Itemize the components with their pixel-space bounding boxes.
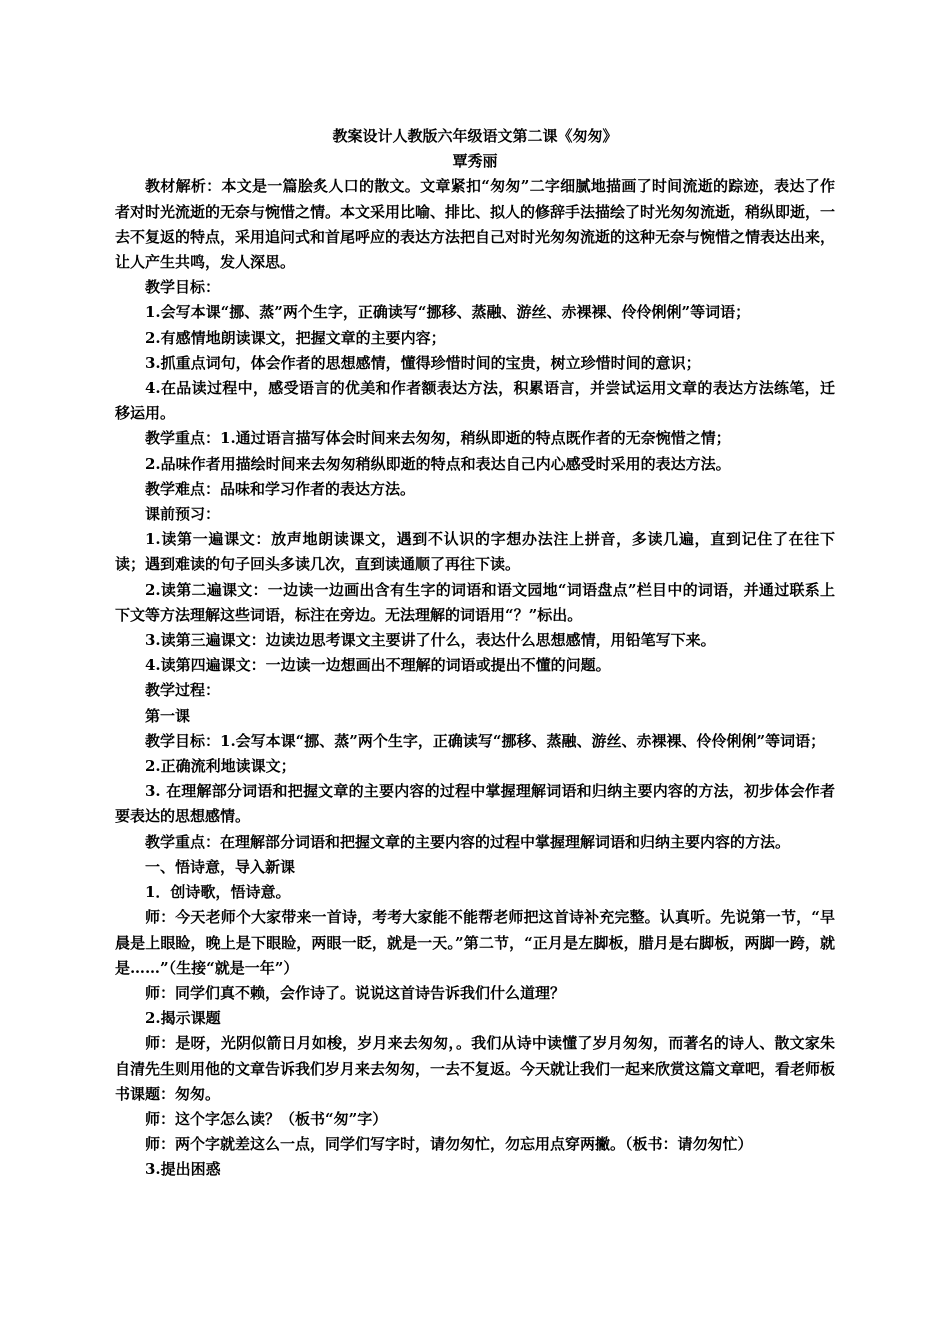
paragraph: 2.有感情地朗读课文，把握文章的主要内容； — [145, 328, 446, 347]
author-name: 覃秀丽 — [452, 152, 498, 171]
paragraph: 2.读第二遍课文：一边读一边画出含有生字的词语和语文园地“词语盘点”栏目中的词语，并通过联系上下文等方法理解这些词语，标注在旁边。无法理解的词语用“？”标出。 — [115, 580, 835, 624]
paragraph: 教学目标： — [145, 278, 221, 297]
paragraph: 3.读第三遍课文：边读边思考课文主要讲了什么，表达什么思想感情，用铅笔写下来。 — [145, 631, 716, 650]
paragraph: 师：这个字怎么读？（板书“匆”字） — [145, 1109, 388, 1128]
paragraph: 教学重点：在理解部分词语和把握文章的主要内容的过程中掌握理解词语和归纳主要内容的方法。 — [145, 832, 791, 851]
document-page — [115, 124, 835, 1183]
paragraph: 1.会写本课“挪、蒸”两个生字，正确读写“挪移、蒸融、游丝、赤裸裸、伶伶俐俐”等词语； — [145, 303, 751, 322]
paragraph: 2.正确流利地读课文； — [145, 757, 296, 776]
paragraph: 3.抓重点词句，体会作者的思想感情，懂得珍惜时间的宝贵，树立珍惜时间的意识； — [145, 353, 701, 372]
document-body — [115, 174, 835, 1182]
paragraph: 1．创诗歌，悟诗意。 — [145, 883, 291, 902]
paragraph: 师：是呀，光阴似箭日月如梭，岁月来去匆匆，。我们从诗中读懂了岁月匆匆，而著名的诗人、散文家朱自清先生则用他的文章告诉我们岁月来去匆匆，一去不复返。今天就让我们一起来欣赏这篇文章吧，看老师板书课题：匆匆。 — [115, 1034, 836, 1103]
paragraph: 教学重点：1.通过语言描写体会时间来去匆匆，稍纵即逝的特点既作者的无奈惋惜之情； — [145, 429, 731, 448]
document-title: 教案设计人教版六年级语文第二课《匆匆》 — [332, 127, 618, 145]
paragraph: 课前预习： — [145, 505, 221, 524]
paragraph: 师：今天老师个大家带来一首诗，考考大家能不能帮老师把这首诗补充完整。认真听。先说第一节，“早晨是上眼睑，晚上是下眼睑，两眼一眨，就是一天。”第二节，“正月是左脚板，腊月是右脚板，两脚一跨，就是……”（生接“就是一年”） — [115, 908, 835, 977]
paragraph: 教学目标：1.会写本课“挪、蒸”两个生字，正确读写“挪移、蒸融、游丝、赤裸裸、伶伶俐俐”等词语； — [145, 731, 826, 750]
paragraph: 教学难点：品味和学习作者的表达方法。 — [145, 479, 416, 498]
paragraph: 教学过程： — [145, 681, 221, 700]
paragraph: 2.揭示课题 — [145, 1009, 221, 1028]
paragraph: 师：同学们真不赖，会作诗了。说说这首诗告诉我们什么道理？ — [145, 983, 566, 1002]
paragraph: 3.提出困惑 — [145, 1160, 221, 1179]
paragraph: 教材解析：本文是一篇脍炙人口的散文。文章紧扣“匆匆”二字细腻地描画了时间流逝的踪迹，表达了作者对时光流逝的无奈与惋惜之情。本文采用比喻、排比、拟人的修辞手法描绘了时光匆匆流逝，稍纵即逝，一去不复返的特点，采用追问式和首尾呼应的表达方法把自己对时光匆匆流逝的这种无奈与惋惜之情表达出来，让人产生共鸣，发人深思。 — [115, 177, 836, 272]
paragraph: 第一课 — [145, 706, 191, 725]
paragraph: 4.读第四遍课文：一边读一边想画出不理解的词语或提出不懂的问题。 — [145, 656, 611, 675]
paragraph: 师：两个字就差这么一点，同学们写字时，请勿匆忙，勿忘用点穿两撇。（板书：请勿匆忙） — [145, 1135, 753, 1154]
paragraph: 2.品味作者用描绘时间来去匆匆稍纵即逝的特点和表达自己内心感受时采用的表达方法。 — [145, 454, 731, 473]
paragraph: 4.在品读过程中，感受语言的优美和作者额表达方法，积累语言，并尝试运用文章的表达方法练笔，迁移运用。 — [115, 379, 835, 423]
paragraph: 1.读第一遍课文：放声地朗读课文，遇到不认识的字想办法注上拼音，多读几遍，直到记住了在往下读；遇到难读的句子回头多读几次，直到读通顺了再往下读。 — [115, 530, 835, 574]
paragraph: 3. 在理解部分词语和把握文章的主要内容的过程中掌握理解词语和归纳主要内容的方法，初步体会作者要表达的思想感情。 — [115, 782, 835, 826]
paragraph: 一、悟诗意，导入新课 — [145, 857, 296, 876]
